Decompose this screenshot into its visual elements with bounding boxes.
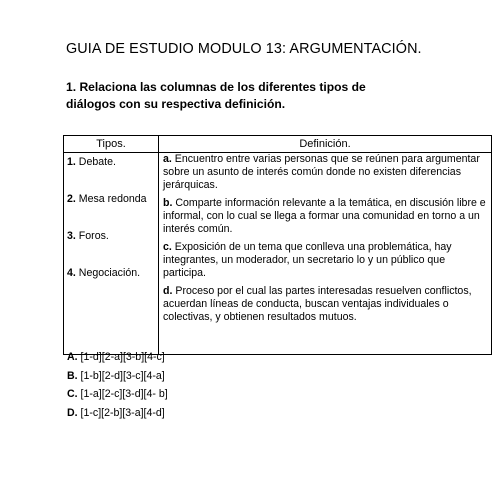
type-item-mesa-redonda xyxy=(67,193,147,206)
definition-b xyxy=(163,197,489,236)
type-label: Debate. xyxy=(78,156,116,168)
matching-table xyxy=(63,135,492,355)
question-line-2: diálogos con su respectiva definición. xyxy=(66,96,286,111)
option-text: [1-a][2-c][3-d][4- b] xyxy=(80,388,168,400)
type-number: 2. xyxy=(67,193,76,205)
definition-text: Comparte información relevante a la temática, en discusión libre e informal, con lo cual se llega a formar una comunidad en torno a un interés común. xyxy=(163,197,486,235)
option-a[interactable] xyxy=(67,351,168,370)
types-column xyxy=(64,153,159,355)
type-number: 3. xyxy=(67,230,76,242)
option-letter: B. xyxy=(67,369,78,382)
definition-c xyxy=(163,241,489,280)
definition-d xyxy=(163,285,489,324)
type-item-debate xyxy=(67,156,116,169)
option-letter: D. xyxy=(67,406,78,419)
option-b[interactable] xyxy=(67,370,168,389)
question-prompt xyxy=(66,79,426,112)
type-number: 1. xyxy=(67,156,76,168)
definition-text: Proceso por el cual las partes interesadas resuelven conflictos, acuerdan líneas de conducta, buscan ventajas individuales o colectivas, y obtienen resultados mutuos. xyxy=(163,285,472,323)
definition-letter: b. xyxy=(163,197,173,209)
definition-letter: c. xyxy=(163,241,172,253)
definition-a xyxy=(163,153,489,192)
table-body-row xyxy=(64,153,492,355)
option-text: [1-c][2-b][3-a][4-d] xyxy=(80,406,165,419)
type-number: 4. xyxy=(67,267,76,279)
page-title: GUIA DE ESTUDIO MODULO 13: ARGUMENTACIÓN. xyxy=(66,41,422,57)
definition-text: Encuentro entre varias personas que se reúnen para argumentar sobre un asunto de interés común donde no existen diferencias jerárquicas. xyxy=(163,153,480,191)
definition-letter: a. xyxy=(163,153,172,165)
option-letter: C. xyxy=(67,388,78,400)
header-types: Tipos. xyxy=(64,136,159,153)
type-item-negociacion xyxy=(67,267,140,280)
type-label: Mesa redonda xyxy=(78,193,147,205)
answer-options xyxy=(67,351,168,425)
option-text: [1-d][2-a][3-b][4-c] xyxy=(80,351,165,363)
type-item-foros xyxy=(67,230,109,243)
header-definitions: Definición. xyxy=(159,136,492,153)
table-header-row xyxy=(64,136,492,153)
definitions-column xyxy=(159,153,492,355)
option-text: [1-b][2-d][3-c][4-a] xyxy=(80,369,165,382)
option-c[interactable] xyxy=(67,388,168,407)
option-d[interactable] xyxy=(67,407,168,426)
definition-letter: d. xyxy=(163,285,173,297)
type-label: Foros. xyxy=(78,230,109,242)
type-label: Negociación. xyxy=(78,267,141,279)
definition-text: Exposición de un tema que conlleva una problemática, hay integrantes, un moderador, un secretario lo y un público que participa. xyxy=(163,241,452,279)
question-line-1: 1. Relaciona las columnas de los diferentes tipos de xyxy=(66,80,366,94)
option-letter: A. xyxy=(67,351,78,363)
